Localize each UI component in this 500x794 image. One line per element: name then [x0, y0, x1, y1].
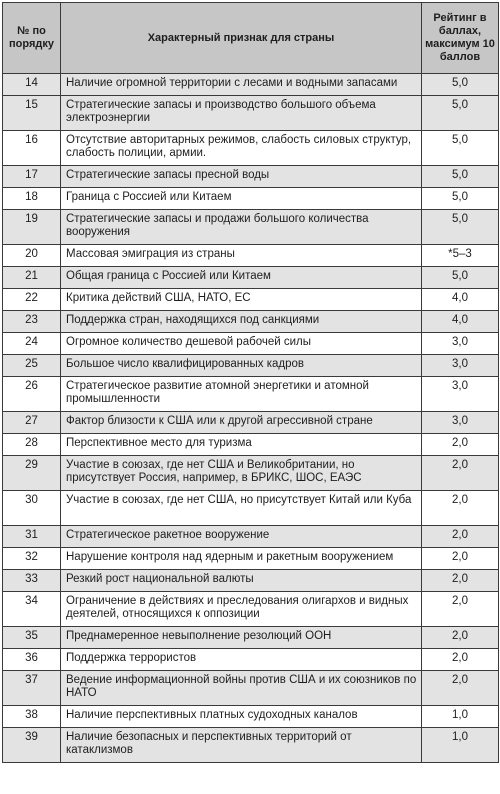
table-row: [3, 548, 499, 570]
row-feature: Наличие перспективных платных судоходных каналов: [61, 706, 422, 728]
row-rating: 2,0: [422, 649, 499, 671]
row-number: 24: [3, 333, 61, 355]
row-number: 35: [3, 627, 61, 649]
row-feature: Ведение информационной войны против США и их союзников по НАТО: [61, 671, 422, 706]
row-feature: Стратегическое развитие атомной энергетики и атомной промышленности: [61, 377, 422, 412]
table-row: [3, 74, 499, 96]
row-feature: Наличие безопасных и перспективных территорий от катаклизмов: [61, 728, 422, 763]
row-rating: 2,0: [422, 548, 499, 570]
row-feature: Преднамеренное невыполнение резолюций ООН: [61, 627, 422, 649]
row-feature: Критика действий США, НАТО, ЕС: [61, 289, 422, 311]
row-feature: Фактор близости к США или к другой агрессивной стране: [61, 412, 422, 434]
row-feature: Отсутствие авторитарных режимов, слабость силовых структур, слабость полиции, армии.: [61, 131, 422, 166]
row-rating: 2,0: [422, 456, 499, 491]
row-rating: 4,0: [422, 311, 499, 333]
row-number: 15: [3, 96, 61, 131]
row-number: 38: [3, 706, 61, 728]
row-feature: Наличие огромной территории с лесами и водными запасами: [61, 74, 422, 96]
table-row: [3, 627, 499, 649]
row-rating: 5,0: [422, 74, 499, 96]
table-row: [3, 456, 499, 491]
row-number: 31: [3, 526, 61, 548]
table-row: [3, 333, 499, 355]
row-rating: 5,0: [422, 188, 499, 210]
table-row: [3, 267, 499, 289]
table-row: [3, 245, 499, 267]
row-number: 14: [3, 74, 61, 96]
row-rating: 5,0: [422, 96, 499, 131]
table-row: [3, 434, 499, 456]
table-row: [3, 188, 499, 210]
header-rating: Рейтинг в баллах, максимум 10 баллов: [422, 3, 499, 74]
table-row: [3, 166, 499, 188]
table-row: [3, 491, 499, 526]
row-feature: Перспективное место для туризма: [61, 434, 422, 456]
row-rating: 4,0: [422, 289, 499, 311]
table-body: [3, 74, 499, 763]
table-row: [3, 377, 499, 412]
row-feature: Стратегические запасы пресной воды: [61, 166, 422, 188]
row-number: 34: [3, 592, 61, 627]
row-feature: Стратегические запасы и производство большого объема электроэнергии: [61, 96, 422, 131]
row-feature: Огромное количество дешевой рабочей силы: [61, 333, 422, 355]
row-feature: Ограничение в действиях и преследования олигархов и видных деятелей, относящихся к оппозиции: [61, 592, 422, 627]
row-number: 36: [3, 649, 61, 671]
row-number: 32: [3, 548, 61, 570]
row-rating: 3,0: [422, 333, 499, 355]
row-rating: 2,0: [422, 434, 499, 456]
row-feature: Большое число квалифицированных кадров: [61, 355, 422, 377]
table-row: [3, 570, 499, 592]
table-row: [3, 355, 499, 377]
header-feature: Характерный признак для страны: [61, 3, 422, 74]
row-rating: 2,0: [422, 671, 499, 706]
table-row: [3, 311, 499, 333]
row-rating: 3,0: [422, 355, 499, 377]
row-number: 33: [3, 570, 61, 592]
row-feature: Участие в союзах, где нет США и Великобритании, но присутствует Россия, например, в БРИКС, ШОС, ЕАЭС: [61, 456, 422, 491]
row-rating: 5,0: [422, 267, 499, 289]
row-rating: 5,0: [422, 131, 499, 166]
row-rating: 3,0: [422, 412, 499, 434]
row-number: 17: [3, 166, 61, 188]
row-feature: Резкий рост национальной валюты: [61, 570, 422, 592]
row-number: 22: [3, 289, 61, 311]
row-number: 28: [3, 434, 61, 456]
table-row: [3, 671, 499, 706]
row-number: 37: [3, 671, 61, 706]
table-row: [3, 706, 499, 728]
table-header-row: [3, 3, 499, 74]
table-row: [3, 649, 499, 671]
row-number: 27: [3, 412, 61, 434]
rating-table: [2, 2, 499, 763]
row-number: 29: [3, 456, 61, 491]
row-number: 30: [3, 491, 61, 526]
row-feature: Участие в союзах, где нет США, но присутствует Китай или Куба: [61, 491, 422, 526]
row-number: 25: [3, 355, 61, 377]
row-feature: Стратегические запасы и продажи большого количества вооружения: [61, 210, 422, 245]
row-rating: 2,0: [422, 570, 499, 592]
table-row: [3, 210, 499, 245]
table-row: [3, 526, 499, 548]
row-number: 20: [3, 245, 61, 267]
row-rating: 2,0: [422, 526, 499, 548]
row-number: 23: [3, 311, 61, 333]
row-rating: 5,0: [422, 166, 499, 188]
row-rating: 1,0: [422, 728, 499, 763]
table-row: [3, 728, 499, 763]
row-rating: 2,0: [422, 627, 499, 649]
row-rating: 5,0: [422, 210, 499, 245]
row-rating: 1,0: [422, 706, 499, 728]
table-row: [3, 96, 499, 131]
row-feature: Граница с Россией или Китаем: [61, 188, 422, 210]
table-row: [3, 131, 499, 166]
row-feature: Поддержка стран, находящихся под санкциями: [61, 311, 422, 333]
row-number: 26: [3, 377, 61, 412]
table-row: [3, 289, 499, 311]
row-feature: Нарушение контроля над ядерным и ракетным вооружением: [61, 548, 422, 570]
row-number: 21: [3, 267, 61, 289]
row-feature: Массовая эмиграция из страны: [61, 245, 422, 267]
row-number: 18: [3, 188, 61, 210]
table-row: [3, 592, 499, 627]
row-rating: *5–3: [422, 245, 499, 267]
row-rating: 3,0: [422, 377, 499, 412]
row-feature: Стратегическое ракетное вооружение: [61, 526, 422, 548]
row-feature: Поддержка террористов: [61, 649, 422, 671]
row-number: 39: [3, 728, 61, 763]
row-number: 19: [3, 210, 61, 245]
row-number: 16: [3, 131, 61, 166]
row-rating: 2,0: [422, 491, 499, 526]
header-number: № по порядку: [3, 3, 61, 74]
row-rating: 2,0: [422, 592, 499, 627]
table-row: [3, 412, 499, 434]
row-feature: Общая граница с Россией или Китаем: [61, 267, 422, 289]
